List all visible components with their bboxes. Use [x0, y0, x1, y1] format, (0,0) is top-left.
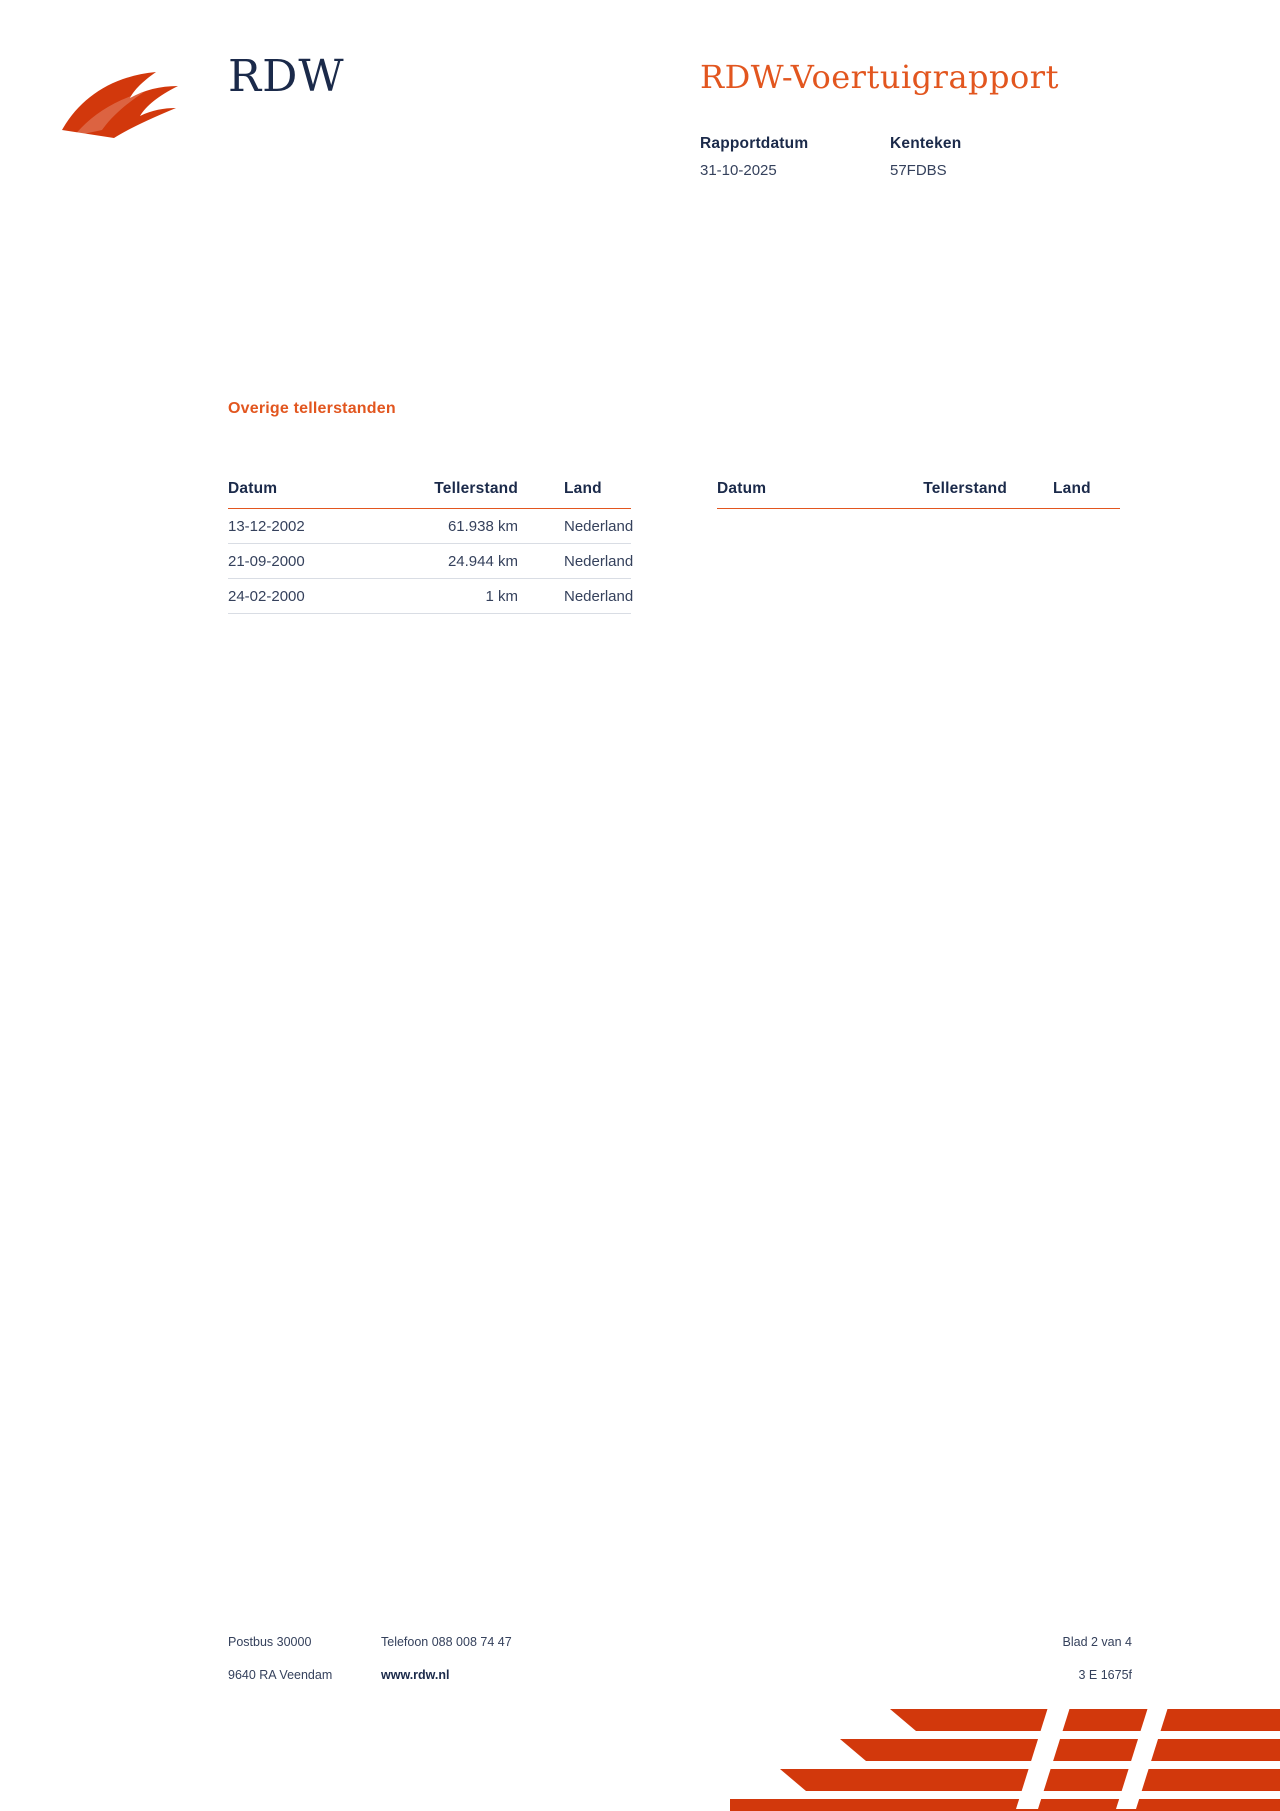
meta-labels-row [700, 135, 1160, 179]
meta-label-kenteken-col [890, 135, 1080, 179]
cell-tellerstand: 61.938 km [378, 509, 518, 544]
cell-land: Nederland [518, 579, 631, 614]
table-row [228, 509, 631, 544]
rdw-footer-stripes-icon [720, 1691, 1280, 1811]
table-row [228, 544, 631, 579]
footer-row-1 [228, 1635, 1132, 1649]
footer-blad: Blad 2 van 4 [1062, 1635, 1132, 1649]
footer-code: 3 E 1675f [1078, 1668, 1132, 1682]
footer-telefoon: Telefoon 088 008 74 47 [381, 1635, 512, 1649]
table-header-row [717, 480, 1120, 509]
meta-label-rapportdatum: Rapportdatum [700, 135, 809, 152]
table-row [228, 579, 631, 614]
rdw-logo [60, 45, 380, 155]
cell-datum: 21-09-2000 [228, 544, 378, 579]
cell-datum: 24-02-2000 [228, 579, 378, 614]
column-header-land: Land [1007, 480, 1120, 509]
page-title: RDW-Voertuigrapport [700, 58, 1059, 96]
report-meta [700, 135, 1160, 179]
tellerstanden-tables [228, 480, 1228, 614]
footer-plaats: 9640 RA Veendam [228, 1668, 333, 1682]
footer-postbus: Postbus 30000 [228, 1635, 312, 1649]
meta-label-kenteken: Kenteken [890, 135, 962, 152]
cell-tellerstand: 1 km [378, 579, 518, 614]
meta-label-rapportdatum-col [700, 135, 890, 179]
table-header-row [228, 480, 631, 509]
cell-land: Nederland [518, 509, 631, 544]
cell-datum: 13-12-2002 [228, 509, 378, 544]
column-header-tellerstand: Tellerstand [378, 480, 518, 509]
column-header-datum: Datum [228, 480, 378, 509]
table-body-empty [717, 509, 1120, 614]
rdw-flame-logo-icon [60, 70, 190, 140]
meta-value-rapportdatum: 31-10-2025 [700, 162, 777, 179]
footer-website-link[interactable]: www.rdw.nl [381, 1668, 450, 1682]
cell-land: Nederland [518, 544, 631, 579]
section-heading-overige-tellerstanden: Overige tellerstanden [228, 400, 396, 417]
footer-row-2 [228, 1668, 1132, 1682]
meta-value-kenteken: 57FDBS [890, 162, 947, 179]
rdw-wordmark: RDW [228, 51, 345, 102]
column-header-tellerstand: Tellerstand [867, 480, 1007, 509]
tellerstanden-table-left [228, 480, 634, 614]
column-header-land: Land [518, 480, 631, 509]
column-header-datum: Datum [717, 480, 867, 509]
cell-tellerstand: 24.944 km [378, 544, 518, 579]
tellerstanden-table-right [717, 480, 1120, 614]
